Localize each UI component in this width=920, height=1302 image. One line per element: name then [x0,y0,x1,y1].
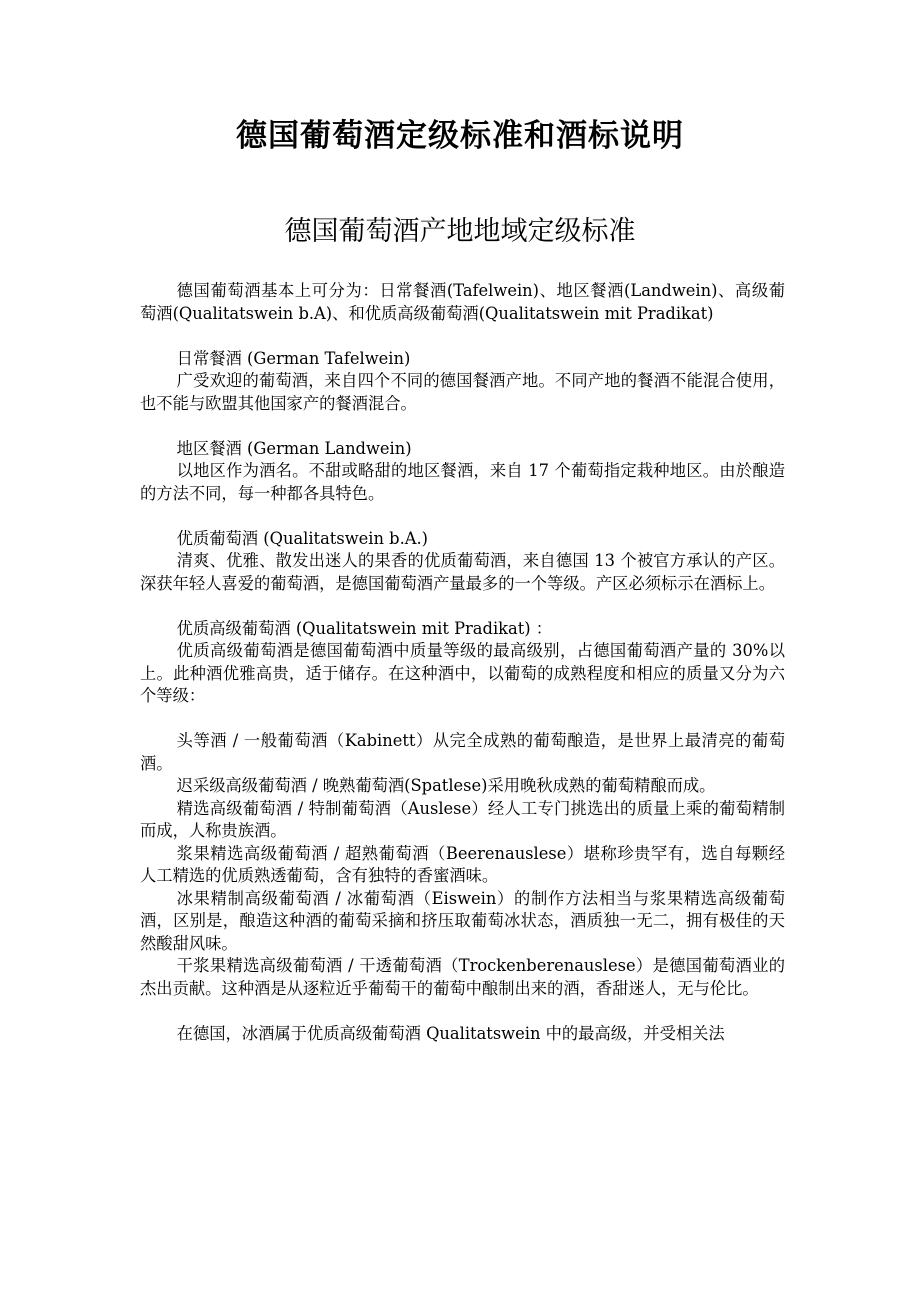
section-heading-tafelwein: 日常餐酒 (German Tafelwein) [176,348,411,368]
intro-paragraph: 德国葡萄酒基本上可分为：日常餐酒(Tafelwein)、地区餐酒(Landwein)、高级葡萄酒(Qualitatswein b.A)、和优质高级葡萄酒(Qualitatswein mit Pradikat) [140,281,785,323]
section-text-qba: 清爽、优雅、散发出迷人的果香的优质葡萄酒，来自德国 13 个被官方承认的产区。深获年轻人喜爱的葡萄酒，是德国葡萄酒产量最多的一个等级。产区必须标示在酒标上。 [140,551,785,593]
document-body [140,280,785,1045]
grade-auslese: 精选高级葡萄酒 / 特制葡萄酒（Auslese）经人工专门挑选出的质量上乘的葡萄精制而成，人称贵族酒。 [140,798,785,840]
section-text-qmp: 优质高级葡萄酒是德国葡萄酒中质量等级的最高级别，占德国葡萄酒产量的 30%以上。此种酒优雅高贵，适于储存。在这种酒中，以葡萄的成熟程度和相应的质量又分为六个等级： [140,641,785,705]
document-title: 德国葡萄酒定级标准和酒标说明 [236,118,684,154]
grade-kabinett: 头等酒 / 一般葡萄酒（Kabinett）从完全成熟的葡萄酿造，是世界上最清亮的葡萄酒。 [140,731,785,773]
spacer [140,1000,785,1023]
grade-beerenauslese: 浆果精选高级葡萄酒 / 超熟葡萄酒（Beerenauslese）堪称珍贵罕有，选自每颗经人工精选的优质熟透葡萄，含有独特的香蜜酒味。 [140,843,785,885]
spacer [140,595,785,618]
grade-spatlese: 迟采级高级葡萄酒 / 晚熟葡萄酒(Spatlese)采用晚秋成熟的葡萄精酿而成。 [176,776,716,795]
section-text-landwein: 以地区作为酒名。不甜或略甜的地区餐酒，来自 17 个葡萄指定栽种地区。由於酿造的方法不同，每一种都各具特色。 [140,461,785,503]
grade-trockenbeerenauslese: 干浆果精选高级葡萄酒 / 干透葡萄酒（Trockenberenauslese）是德国葡萄酒业的杰出贡献。这种酒是从逐粒近乎葡萄干的葡萄中酿制出来的酒，香甜迷人，无与伦比。 [140,956,785,998]
document-subtitle: 德国葡萄酒产地地域定级标准 [284,216,636,247]
spacer [140,325,785,348]
section-text-tafelwein: 广受欢迎的葡萄酒，来自四个不同的德国餐酒产地。不同产地的餐酒不能混合使用，也不能与欧盟其他国家产的餐酒混合。 [140,371,785,413]
spacer [140,505,785,528]
section-heading-qba: 优质葡萄酒 (Qualitatswein b.A.) [176,528,429,548]
grade-eiswein: 冰果精制高级葡萄酒 / 冰葡萄酒（Eiswein）的制作方法相当与浆果精选高级葡萄酒，区别是，酿造这种酒的葡萄采摘和挤压取葡萄冰状态，酒质独一无二，拥有极佳的天然酸甜风味。 [140,888,785,953]
section-heading-qmp: 优质高级葡萄酒 (Qualitatswein mit Pradikat) ： [176,618,553,638]
closing-paragraph: 在德国，冰酒属于优质高级葡萄酒 Qualitatswein 中的最高级，并受相关法 [176,1023,725,1043]
section-heading-landwein: 地区餐酒 (German Landwein) [176,438,412,458]
spacer [140,708,785,731]
spacer [140,415,785,438]
